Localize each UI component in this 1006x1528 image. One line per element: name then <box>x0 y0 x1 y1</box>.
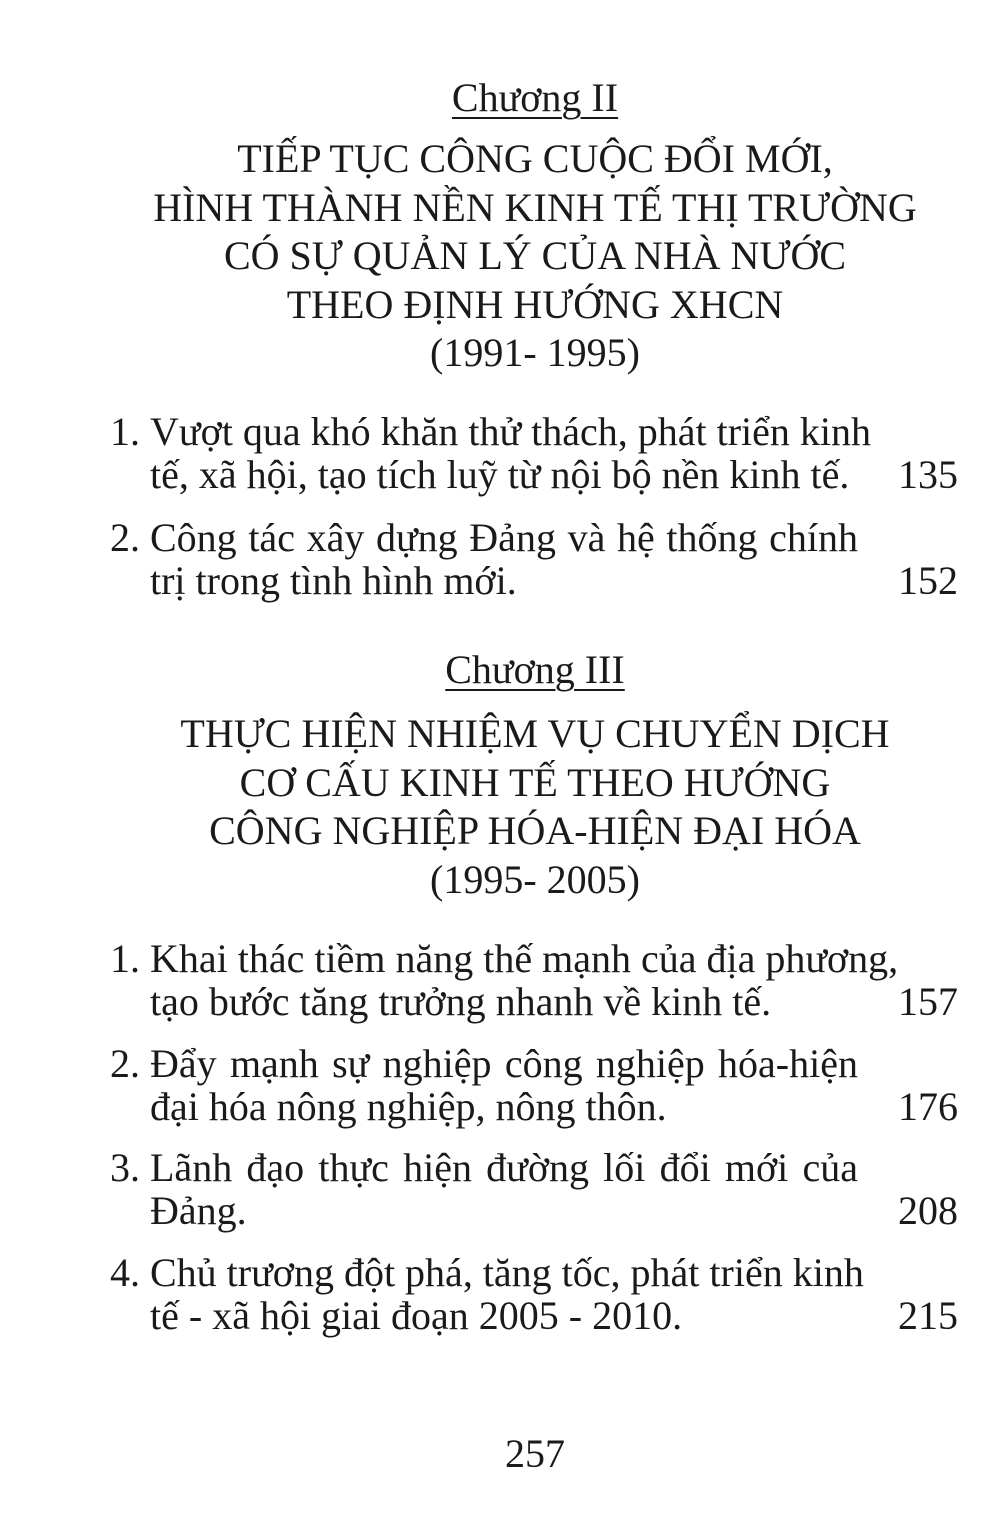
entry-page-number: 152 <box>898 558 958 603</box>
chapter-title-line: (1995- 2005) <box>430 856 640 902</box>
chapter-label-text: Chương II <box>451 75 619 120</box>
entry-page-number: 208 <box>898 1188 958 1233</box>
entry-title-line: tế - xã hội giai đoạn 2005 - 2010. <box>150 1293 683 1338</box>
chapter-title <box>0 710 1006 904</box>
toc-entry[interactable] <box>110 1251 958 1337</box>
chapter-label-text: Chương III <box>445 647 625 692</box>
entry-number: 2. <box>110 515 140 560</box>
chapter-title-line: THEO ĐỊNH HƯỚNG XHCN <box>286 281 784 327</box>
chapter-title-line: TIẾP TỤC CÔNG CUỘC ĐỔI MỚI, <box>237 136 833 181</box>
entry-page-number: 157 <box>898 979 958 1024</box>
entry-number: 3. <box>110 1145 140 1190</box>
toc-entry[interactable] <box>110 410 958 496</box>
chapter-title-line: (1991- 1995) <box>430 330 640 375</box>
entry-number: 4. <box>110 1250 140 1295</box>
entry-page-number: 215 <box>898 1293 958 1338</box>
toc-entry[interactable] <box>110 516 958 602</box>
chapter-title-line: THỰC HIỆN NHIỆM VỤ CHUYỂN DỊCH <box>180 711 890 756</box>
entry-title-line: tạo bước tăng trưởng nhanh về kinh tế. <box>150 979 772 1024</box>
entry-page-number: 176 <box>898 1084 958 1129</box>
entry-number: 1. <box>110 409 140 454</box>
page-number: 257 <box>505 1431 565 1476</box>
entry-number: 1. <box>110 936 140 981</box>
toc-entry[interactable] <box>110 1146 958 1232</box>
chapter-title <box>0 135 1006 378</box>
entry-title-line: đại hóa nông nghiệp, nông thôn. <box>150 1084 667 1129</box>
chapter-title-line: CÓ SỰ QUẢN LÝ CỦA NHÀ NƯỚC <box>223 233 847 278</box>
entry-title-line: tế, xã hội, tạo tích luỹ từ nội bộ nền kinh tế. <box>150 452 850 497</box>
chapter-label <box>0 648 1006 692</box>
chapter-title-line: CÔNG NGHIỆP HÓA-HIỆN ĐẠI HÓA <box>209 808 861 853</box>
entry-title-line: trị trong tình hình mới. <box>150 558 517 603</box>
chapter-title-line: HÌNH THÀNH NỀN KINH TẾ THỊ TRƯỜNG <box>153 184 917 230</box>
chapter-title-line: CƠ CẤU KINH TẾ THEO HƯỚNG <box>239 759 831 805</box>
entry-title-line: Khai thác tiềm năng thế mạnh của địa phương, <box>150 936 899 981</box>
entry-title-line: Đảng. <box>150 1188 247 1233</box>
entry-page-number: 135 <box>898 452 958 497</box>
entry-title-line: Đẩy mạnh sự nghiệp công nghiệp hóa-hiện <box>150 1041 858 1086</box>
chapter-label <box>0 76 1006 120</box>
toc-entry[interactable] <box>110 937 958 1023</box>
entry-title-line: Chủ trương đột phá, tăng tốc, phát triển kinh <box>150 1250 864 1295</box>
entry-number: 2. <box>110 1041 140 1086</box>
entry-title-line: Lãnh đạo thực hiện đường lối đổi mới của <box>150 1145 858 1190</box>
toc-entry[interactable] <box>110 1042 958 1128</box>
entry-title-line: Công tác xây dựng Đảng và hệ thống chính <box>150 515 858 560</box>
entry-title-line: Vượt qua khó khăn thử thách, phát triển kinh <box>150 409 872 454</box>
